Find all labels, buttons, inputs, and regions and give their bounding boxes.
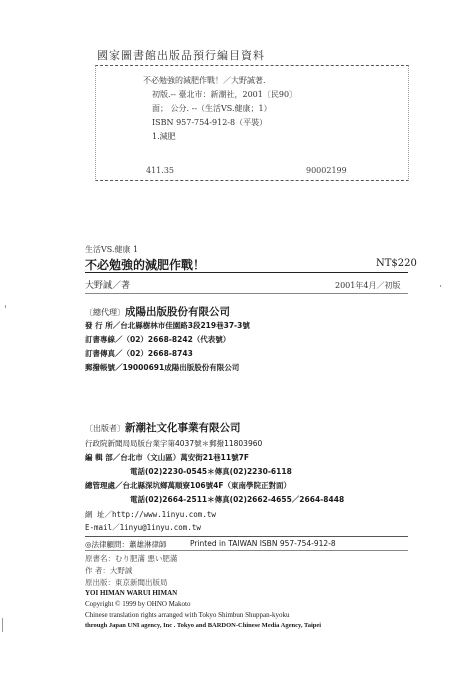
original-publisher: 原出版：東京新聞出版局: [85, 578, 168, 587]
agency-line: through Japan UNI agency, Inc . Tokyo and BARDON-Chinese Media Agency, Taipei: [85, 622, 322, 629]
cip-record-box: [95, 65, 409, 181]
agent-company: 成陽出版股份有限公司: [125, 306, 230, 318]
cip-class-number: 411.35: [146, 166, 174, 175]
publisher-email[interactable]: E-mail／1inyu@1inyu.com.tw: [85, 523, 201, 532]
cip-line-title: 不必勉強的減肥作戰！／大野誠著.: [143, 76, 266, 85]
cip-header: 國家圖書館出版品預行編目資料: [97, 49, 265, 62]
price: NT$220: [376, 258, 417, 269]
cip-record-number: 90002199: [306, 166, 347, 175]
author: 大野誠／著: [85, 281, 131, 291]
translation-rights-line: Chinese translation rights arranged with Tokyo Shimbun Shuppan-kyoku: [85, 611, 290, 619]
legal-counsel: ◎法律顧問：蕭雄淋律師: [85, 540, 167, 549]
agent-postal-account: 郵撥帳號／19000691成陽出版股份有限公司: [85, 363, 240, 372]
legal-rule-top: [85, 536, 408, 537]
title-rule: [85, 272, 408, 273]
publisher-hq-address: 總管理處／台北縣深坑鄉萬順寮106號4F（東南學院正對面）: [85, 481, 291, 490]
cip-line-subject: 1.減肥: [152, 132, 176, 141]
publisher-tag: 〔出版者〕: [85, 424, 125, 433]
cip-line-imprint: 初版.-- 臺北市：新潮社，2001〔民90〕: [152, 90, 298, 99]
original-author: 作 者：大野誠: [85, 566, 133, 575]
publisher-heading: [85, 420, 241, 435]
agent-order-phone: 訂書專線／（02）2668-8242（代表號）: [85, 335, 231, 344]
copyright-line: Copyright © 1999 by OHNO Makoto: [85, 600, 191, 608]
publisher-license: 行政院新聞局局版台業字第4037號＊郵撥11803960: [85, 439, 263, 448]
publisher-website[interactable]: 網 址／http://www.1inyu.com.tw: [85, 510, 216, 519]
agent-order-fax: 訂書傳真／（02）2668-8743: [85, 349, 193, 358]
agent-heading: [85, 304, 230, 319]
scan-edge-mark: [2, 618, 3, 632]
publisher-company: 新潮社文化事業有限公司: [125, 422, 241, 434]
agent-tag: 〔總代理〕: [85, 308, 125, 317]
cip-line-extent: 面； 公分. --（生活VS.健康；1）: [152, 104, 272, 113]
agent-address: 發 行 所／台北縣樹林市佳園路3段219巷37-3號: [85, 321, 250, 330]
scan-edge-mark: [5, 305, 6, 308]
scan-edge-mark: [440, 285, 441, 287]
author-rule: [85, 293, 408, 294]
publisher-hq-phone: 電話(02)2664-2511＊傳真(02)2662-4655／2664-8448: [130, 495, 345, 504]
cip-line-isbn: ISBN 957-754-912-8（平裝）: [152, 118, 268, 127]
printed-isbn: Printed in TAIWAN ISBN 957-754-912-8: [190, 539, 336, 548]
series-label: 生活VS.健康 1: [85, 245, 139, 254]
publisher-editorial-address: 編 輯 部／台北市（文山區）萬安街21巷11號7F: [85, 453, 249, 462]
edition: 2001年4月／初版: [335, 281, 401, 290]
legal-rule-bottom: [85, 550, 408, 551]
original-title: 原書名：むり肥滿 悪い肥滿: [85, 554, 178, 563]
book-title: 不必勉強的減肥作戰！: [85, 258, 206, 272]
original-romanized-title: YOI HIMAN WARUI HIMAN: [85, 589, 178, 597]
publisher-editorial-phone: 電話(02)2230-0545＊傳真(02)2230-6118: [130, 467, 292, 476]
